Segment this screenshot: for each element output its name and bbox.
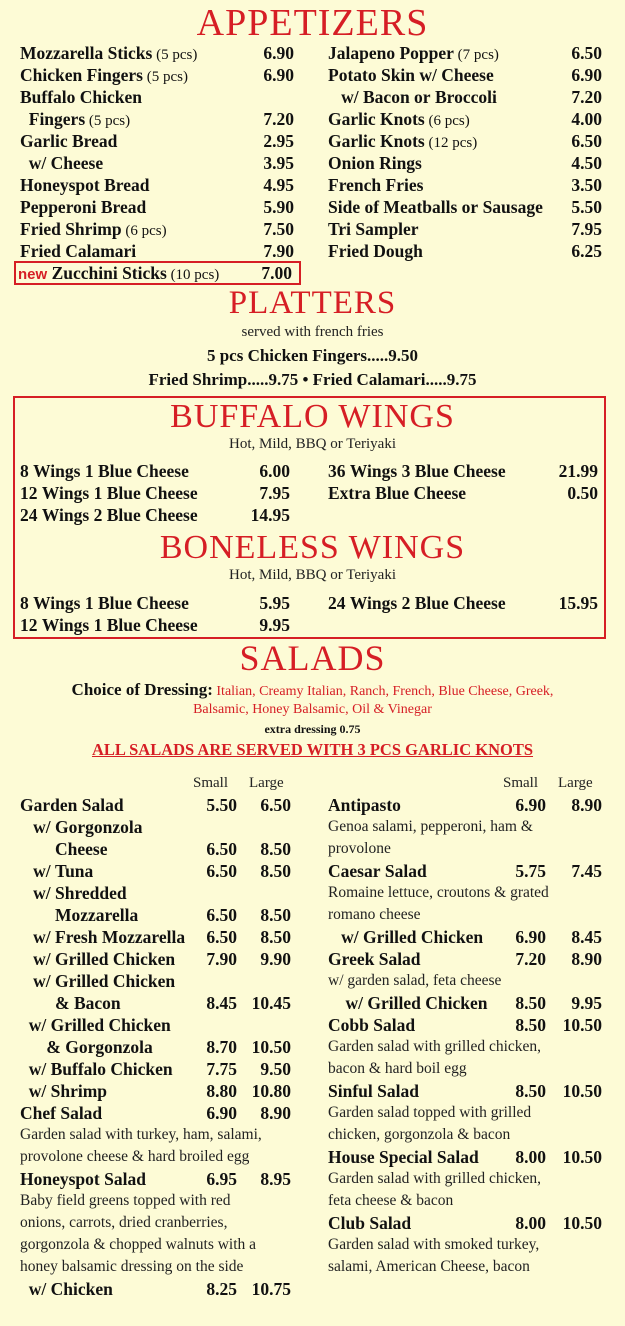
large-price: 7.45 bbox=[571, 861, 602, 881]
item-price: 21.99 bbox=[558, 461, 598, 481]
item-description: feta cheese & bacon bbox=[328, 1192, 454, 1209]
salad-item-row bbox=[20, 1080, 296, 1102]
item-price: 6.00 bbox=[259, 461, 290, 481]
item-price: 7.95 bbox=[259, 483, 290, 503]
salad-item-row bbox=[328, 1146, 604, 1168]
small-price: 8.45 bbox=[206, 993, 237, 1013]
item-note: (12 pcs) bbox=[424, 135, 478, 151]
boneless-wings-title: BONELESS WINGS bbox=[159, 529, 466, 566]
small-price: 8.00 bbox=[515, 1213, 546, 1233]
item-name: Fried Dough bbox=[328, 241, 423, 261]
salads-title: SALADS bbox=[239, 638, 386, 678]
large-price: 9.90 bbox=[260, 949, 291, 969]
small-price: 7.75 bbox=[206, 1059, 237, 1079]
item-name: Fried Shrimp bbox=[20, 219, 122, 239]
large-price: 8.50 bbox=[260, 861, 291, 881]
boneless-left-column bbox=[20, 592, 292, 636]
platters-title: PLATTERS bbox=[228, 285, 397, 321]
menu-item-row bbox=[328, 64, 604, 86]
salad-item-row bbox=[20, 838, 296, 860]
large-price: 9.50 bbox=[260, 1059, 291, 1079]
left-large-label: Large bbox=[249, 775, 284, 791]
large-price: 6.50 bbox=[260, 795, 291, 815]
right-large-label: Large bbox=[558, 775, 593, 791]
menu-item-row bbox=[20, 218, 300, 240]
salad-item-row bbox=[20, 926, 296, 948]
item-note: (7 pcs) bbox=[453, 47, 499, 63]
large-price: 10.50 bbox=[251, 1037, 291, 1057]
item-note: (5 pcs) bbox=[152, 47, 198, 63]
menu-item-row bbox=[20, 64, 300, 86]
salad-name: House Special Salad bbox=[328, 1147, 479, 1167]
item-note: (6 pcs) bbox=[121, 223, 167, 239]
item-description: Garden salad topped with grilled bbox=[328, 1104, 532, 1121]
large-price: 10.50 bbox=[562, 1015, 602, 1035]
salad-item-row bbox=[20, 1036, 296, 1058]
large-price: 10.50 bbox=[562, 1081, 602, 1101]
small-price: 6.50 bbox=[206, 905, 237, 925]
item-name: Chicken Fingers bbox=[20, 65, 143, 85]
menu-item-row bbox=[328, 108, 604, 130]
item-description: Garden salad with grilled chicken, bbox=[328, 1038, 542, 1055]
item-name: Pepperoni Bread bbox=[20, 197, 147, 217]
item-description: bacon & hard boil egg bbox=[328, 1060, 467, 1077]
item-name: 8 Wings 1 Blue Cheese bbox=[20, 593, 189, 613]
salad-name: Sinful Salad bbox=[328, 1081, 419, 1101]
appetizers-right-column bbox=[328, 42, 604, 262]
salad-name: Greek Salad bbox=[328, 949, 421, 969]
new-badge: new bbox=[18, 266, 48, 283]
small-price: 6.50 bbox=[206, 861, 237, 881]
small-price: 6.90 bbox=[515, 795, 546, 815]
salad-name: w/ Fresh Mozzarella bbox=[20, 927, 186, 947]
item-price: 9.95 bbox=[259, 615, 290, 635]
salad-item-row bbox=[20, 948, 296, 970]
boneless-right-column bbox=[328, 592, 600, 614]
item-description: honey balsamic dressing on the side bbox=[20, 1258, 244, 1275]
large-price: 8.45 bbox=[571, 927, 602, 947]
boneless-wings-subtitle: Hot, Mild, BBQ or Teriyaki bbox=[229, 567, 396, 583]
menu-item-row bbox=[20, 152, 300, 174]
salad-name: w/ Grilled Chicken bbox=[328, 927, 484, 947]
item-description: onions, carrots, dried cranberries, bbox=[20, 1214, 228, 1231]
salad-item-row bbox=[328, 1212, 604, 1234]
right-small-label: Small bbox=[503, 775, 539, 791]
item-description: salami, American Cheese, bacon bbox=[328, 1258, 530, 1275]
salad-name: w/ Chicken bbox=[20, 1279, 113, 1299]
menu-item-row bbox=[20, 196, 300, 218]
item-description: gorgonzola & chopped walnuts with a bbox=[20, 1236, 257, 1253]
menu-item-row bbox=[20, 460, 292, 482]
salads-right-column bbox=[328, 794, 604, 1278]
small-price: 6.95 bbox=[206, 1169, 237, 1189]
item-description: romano cheese bbox=[328, 906, 421, 923]
menu-item-row bbox=[328, 482, 600, 504]
menu-item-row bbox=[328, 152, 604, 174]
left-small-label: Small bbox=[193, 775, 229, 791]
item-price: 7.90 bbox=[263, 241, 294, 261]
large-price: 8.50 bbox=[260, 839, 291, 859]
large-price: 10.45 bbox=[251, 993, 291, 1013]
appetizers-title: APPETIZERS bbox=[196, 2, 429, 44]
item-price: 7.95 bbox=[571, 219, 602, 239]
dressing-line-1 bbox=[0, 680, 625, 702]
item-description: Genoa salami, pepperoni, ham & bbox=[328, 818, 533, 835]
salad-item-row bbox=[20, 992, 296, 1014]
new-item-name: Zucchini Sticks bbox=[51, 263, 167, 283]
item-description: provolone bbox=[328, 840, 391, 857]
small-price: 8.00 bbox=[515, 1147, 546, 1167]
extra-dressing: extra dressing 0.75 bbox=[264, 722, 361, 736]
item-price: 5.90 bbox=[263, 197, 294, 217]
appetizers-left-column bbox=[20, 42, 300, 262]
menu-item-row bbox=[328, 592, 600, 614]
item-description: Garden salad with smoked turkey, bbox=[328, 1236, 540, 1253]
small-price: 5.75 bbox=[515, 861, 546, 881]
salad-item-row bbox=[20, 794, 296, 816]
item-description: Garden salad with turkey, ham, salami, bbox=[20, 1126, 262, 1143]
salad-name: w/ Grilled Chicken bbox=[20, 971, 176, 991]
salad-item-row bbox=[20, 1102, 296, 1124]
salad-name: Caesar Salad bbox=[328, 861, 427, 881]
salad-item-row bbox=[20, 1278, 296, 1300]
menu-item-row bbox=[20, 42, 300, 64]
new-item-price: 7.00 bbox=[261, 263, 292, 283]
salad-name: w/ Gorgonzola bbox=[20, 817, 143, 837]
item-price: 0.50 bbox=[567, 483, 598, 503]
item-name: Side of Meatballs or Sausage bbox=[328, 197, 543, 217]
salad-name: w/ Grilled Chicken bbox=[20, 949, 176, 969]
salad-name: Garden Salad bbox=[20, 795, 124, 815]
item-name: Garlic Knots bbox=[328, 131, 425, 151]
item-price: 6.90 bbox=[571, 65, 602, 85]
menu-item-row bbox=[328, 196, 604, 218]
salad-name: Cobb Salad bbox=[328, 1015, 416, 1035]
large-price: 9.95 bbox=[571, 993, 602, 1013]
small-price: 6.50 bbox=[206, 927, 237, 947]
item-price: 3.50 bbox=[571, 175, 602, 195]
salad-item-row bbox=[328, 860, 604, 882]
large-price: 8.90 bbox=[571, 795, 602, 815]
new-item-row bbox=[18, 262, 296, 284]
buffalo-right-column bbox=[328, 460, 600, 504]
item-price: 15.95 bbox=[558, 593, 598, 613]
menu-item-row bbox=[20, 130, 300, 152]
item-name: Tri Sampler bbox=[328, 219, 419, 239]
garlic-knots-notice: ALL SALADS ARE SERVED WITH 3 PCS GARLIC KNOTS bbox=[91, 740, 534, 759]
salad-name: & Bacon bbox=[20, 993, 121, 1013]
salad-name: Chef Salad bbox=[20, 1103, 103, 1123]
item-name: 36 Wings 3 Blue Cheese bbox=[328, 461, 506, 481]
item-note: (5 pcs) bbox=[85, 113, 131, 129]
item-name: w/ Cheese bbox=[20, 153, 104, 173]
menu-item-row bbox=[20, 614, 292, 636]
dressing-list-1: Italian, Creamy Italian, Ranch, French, Blue Cheese, Greek, bbox=[216, 684, 554, 699]
small-price: 8.50 bbox=[515, 993, 546, 1013]
salad-item-row bbox=[328, 1080, 604, 1102]
item-name: Jalapeno Popper bbox=[328, 43, 454, 63]
item-price: 4.50 bbox=[571, 153, 602, 173]
small-price: 8.50 bbox=[515, 1081, 546, 1101]
buffalo-wings-title: BUFFALO WINGS bbox=[170, 398, 455, 435]
item-price: 4.00 bbox=[571, 109, 602, 129]
item-price: 6.50 bbox=[571, 43, 602, 63]
item-price: 7.50 bbox=[263, 219, 294, 239]
item-name: 24 Wings 2 Blue Cheese bbox=[20, 505, 198, 525]
menu-item-row bbox=[328, 174, 604, 196]
menu-item-row bbox=[328, 218, 604, 240]
salad-item-row bbox=[328, 948, 604, 970]
item-price: 6.90 bbox=[263, 43, 294, 63]
large-price: 10.50 bbox=[562, 1213, 602, 1233]
item-price: 5.95 bbox=[259, 593, 290, 613]
platters-subtitle: served with french fries bbox=[241, 324, 384, 340]
large-price: 8.90 bbox=[571, 949, 602, 969]
item-price: 14.95 bbox=[250, 505, 290, 525]
platters-line-1: 5 pcs Chicken Fingers.....9.50 bbox=[206, 346, 419, 365]
item-description: Romaine lettuce, croutons & grated bbox=[328, 884, 549, 901]
salad-item-row bbox=[328, 1014, 604, 1036]
menu-item-row bbox=[20, 108, 300, 130]
salad-name: w/ Shredded bbox=[20, 883, 127, 903]
item-description: chicken, gorgonzola & bacon bbox=[328, 1126, 511, 1143]
salad-item-row bbox=[20, 1014, 296, 1036]
small-price: 8.70 bbox=[206, 1037, 237, 1057]
menu-item-row bbox=[20, 504, 292, 526]
menu-item-row bbox=[20, 592, 292, 614]
item-name: Buffalo Chicken bbox=[20, 87, 143, 107]
menu-item-row bbox=[20, 482, 292, 504]
item-price: 2.95 bbox=[263, 131, 294, 151]
salad-name: Mozzarella bbox=[20, 905, 139, 925]
menu-item-row bbox=[20, 240, 300, 262]
item-price: 4.95 bbox=[263, 175, 294, 195]
item-name: Honeyspot Bread bbox=[20, 175, 150, 195]
salad-item-row bbox=[20, 970, 296, 992]
item-description: Garden salad with grilled chicken, bbox=[328, 1170, 542, 1187]
menu-item-row bbox=[328, 460, 600, 482]
item-price: 6.25 bbox=[571, 241, 602, 261]
salad-name: w/ Grilled Chicken bbox=[20, 1015, 171, 1035]
salad-name: w/ Buffalo Chicken bbox=[20, 1059, 173, 1079]
small-price: 6.90 bbox=[515, 927, 546, 947]
item-price: 7.20 bbox=[263, 109, 294, 129]
salad-name: Antipasto bbox=[328, 795, 401, 815]
dressing-list-2: Balsamic, Honey Balsamic, Oil & Vinegar bbox=[193, 702, 432, 717]
item-description: provolone cheese & hard broiled egg bbox=[20, 1148, 250, 1165]
item-name: Garlic Knots bbox=[328, 109, 425, 129]
item-price: 6.90 bbox=[263, 65, 294, 85]
large-price: 8.50 bbox=[260, 905, 291, 925]
small-price: 8.25 bbox=[206, 1279, 237, 1299]
large-price: 10.50 bbox=[562, 1147, 602, 1167]
menu-item-row bbox=[20, 174, 300, 196]
salad-name: w/ Grilled Chicken bbox=[328, 993, 488, 1013]
small-price: 5.50 bbox=[206, 795, 237, 815]
large-price: 8.90 bbox=[260, 1103, 291, 1123]
item-name: Onion Rings bbox=[328, 153, 422, 173]
salad-name: w/ Tuna bbox=[20, 861, 94, 881]
item-description: Baby field greens topped with red bbox=[20, 1192, 231, 1209]
platters-line-2: Fried Shrimp.....9.75 • Fried Calamari.....9.75 bbox=[148, 370, 477, 389]
item-price: 6.50 bbox=[571, 131, 602, 151]
item-name: Extra Blue Cheese bbox=[328, 483, 467, 503]
small-price: 8.50 bbox=[515, 1015, 546, 1035]
item-price: 5.50 bbox=[571, 197, 602, 217]
item-price: 7.20 bbox=[571, 87, 602, 107]
salad-name: w/ Shrimp bbox=[20, 1081, 108, 1101]
item-name: Fried Calamari bbox=[20, 241, 137, 261]
menu-item-row bbox=[328, 130, 604, 152]
small-price: 7.20 bbox=[515, 949, 546, 969]
item-name: 8 Wings 1 Blue Cheese bbox=[20, 461, 189, 481]
salad-item-row bbox=[328, 794, 604, 816]
salad-name: Club Salad bbox=[328, 1213, 412, 1233]
item-price: 3.95 bbox=[263, 153, 294, 173]
menu-item-row bbox=[328, 86, 604, 108]
menu-item-row bbox=[328, 240, 604, 262]
item-name: French Fries bbox=[328, 175, 424, 195]
buffalo-wings-subtitle: Hot, Mild, BBQ or Teriyaki bbox=[229, 436, 396, 452]
small-price: 6.90 bbox=[206, 1103, 237, 1123]
large-price: 8.95 bbox=[260, 1169, 291, 1189]
salads-left-column bbox=[20, 794, 296, 1300]
salad-item-row bbox=[20, 816, 296, 838]
new-item-note: (10 pcs) bbox=[166, 267, 220, 283]
salad-name: & Gorgonzola bbox=[20, 1037, 153, 1057]
item-name: w/ Bacon or Broccoli bbox=[328, 87, 497, 107]
item-name: Garlic Bread bbox=[20, 131, 118, 151]
large-price: 10.75 bbox=[251, 1279, 291, 1299]
item-name: Fingers bbox=[20, 109, 86, 129]
item-name: 24 Wings 2 Blue Cheese bbox=[328, 593, 506, 613]
salad-item-row bbox=[328, 992, 604, 1014]
item-name: 12 Wings 1 Blue Cheese bbox=[20, 615, 198, 635]
large-price: 8.50 bbox=[260, 927, 291, 947]
salad-item-row bbox=[20, 1058, 296, 1080]
item-name: 12 Wings 1 Blue Cheese bbox=[20, 483, 198, 503]
small-price: 7.90 bbox=[206, 949, 237, 969]
salad-item-row bbox=[20, 882, 296, 904]
large-price: 10.80 bbox=[251, 1081, 291, 1101]
menu-item-row bbox=[328, 42, 604, 64]
salad-item-row bbox=[20, 904, 296, 926]
small-price: 8.80 bbox=[206, 1081, 237, 1101]
buffalo-left-column bbox=[20, 460, 292, 526]
item-note: (6 pcs) bbox=[424, 113, 470, 129]
salad-item-row bbox=[20, 860, 296, 882]
salad-item-row bbox=[20, 1168, 296, 1190]
dressing-label: Choice of Dressing: bbox=[71, 680, 213, 699]
item-description: w/ garden salad, feta cheese bbox=[328, 972, 502, 989]
salad-item-row bbox=[328, 926, 604, 948]
item-note: (5 pcs) bbox=[143, 69, 188, 85]
item-name: Mozzarella Sticks bbox=[20, 43, 153, 63]
salad-name: Honeyspot Salad bbox=[20, 1169, 146, 1189]
salad-name: Cheese bbox=[20, 839, 108, 859]
small-price: 6.50 bbox=[206, 839, 237, 859]
item-name: Potato Skin w/ Cheese bbox=[328, 65, 494, 85]
menu-item-row bbox=[20, 86, 300, 108]
